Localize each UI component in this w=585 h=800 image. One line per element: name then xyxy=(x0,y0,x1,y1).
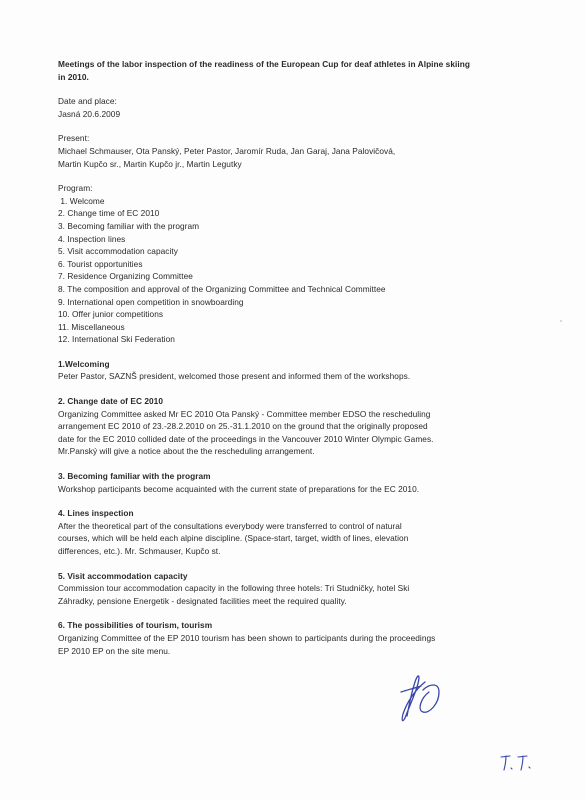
program-item: 11. Miscellaneous xyxy=(58,321,125,332)
program-item: 12. International Ski Federation xyxy=(58,334,175,345)
section-line: differences, etc.). Mr. Schmauser, Kupčo st. xyxy=(58,546,221,556)
section-line: Workshop participants become acquainted with the current state of preparations for the EC 2010. xyxy=(58,483,420,494)
section-line: Mr.Panský will give a notice about the the rescheduling arrangement. xyxy=(58,446,315,457)
section-heading: 5. Visit accommodation capacity xyxy=(58,570,188,581)
program-item: 1. Welcome xyxy=(58,195,105,206)
section-lines-inspection xyxy=(58,507,528,557)
program-item: 4. Inspection lines xyxy=(58,233,126,244)
section-line: After the theoretical part of the consultations everybody were transferred to control of natural xyxy=(58,520,402,531)
program-item: 2. Change time of EC 2010 xyxy=(58,208,160,219)
section-heading: 4. Lines inspection xyxy=(58,508,134,519)
present-line: Martin Kupčo sr., Martin Kupčo jr., Martin Legutky xyxy=(58,158,242,169)
scan-speck xyxy=(560,320,562,322)
section-heading: 2. Change date of EC 2010 xyxy=(58,396,163,407)
program-item: 7. Residence Organizing Committee xyxy=(58,271,193,282)
section-line: Organizing Committee asked Mr EC 2010 Ota Panský - Committee member EDSO the rescheduling xyxy=(58,408,431,419)
section-line: Záhradky, pensione Energetik - designated facilities meet the required quality. xyxy=(58,595,347,606)
program-label: Program: xyxy=(58,183,93,194)
program-block xyxy=(58,182,528,346)
present-line: Michael Schmauser, Ota Panský, Peter Pastor, Jaromír Ruda, Jan Garaj, Jana Palovičová, xyxy=(58,145,396,156)
document-title: Meetings of the labor inspection of the readiness of the European Cup for deaf athletes in Alpine skiing in 2010. xyxy=(58,59,470,82)
section-line: arrangement EC 2010 of 23.-28.2.2010 on 25.-31.1.2010 on the ground that the originally proposed xyxy=(58,421,428,432)
section-line: Commission tour accommodation capacity in the following three hotels: Tri Studničky, hotel Ski xyxy=(58,583,410,594)
date-place-block xyxy=(58,95,528,120)
program-item: 8. The composition and approval of the Organizing Committee and Technical Committee xyxy=(58,283,386,294)
section-line: Peter Pastor, SAZNŠ president, welcomed those present and informed them of the workshops. xyxy=(58,371,411,382)
date-place-label: Date and place: xyxy=(58,96,117,107)
program-item: 6. Tourist opportunities xyxy=(58,258,143,269)
section-heading: 1.Welcoming xyxy=(58,358,110,369)
present-block xyxy=(58,132,528,170)
section-tourism xyxy=(58,619,528,657)
document-content xyxy=(58,58,528,669)
program-list xyxy=(58,195,528,346)
section-change-date xyxy=(58,395,528,458)
section-line: EP 2010 EP on the site menu. xyxy=(58,645,171,656)
handwritten-initials xyxy=(498,751,538,773)
section-line: Organizing Committee of the EP 2010 tourism has been shown to participants during the proceedings xyxy=(58,632,436,643)
program-item: 5. Visit accommodation capacity xyxy=(58,246,178,257)
section-line: date for the EC 2010 collided date of the proceedings in the Vancouver 2010 Winter Olympic Games. xyxy=(58,433,434,444)
program-item: 9. International open competition in snowboarding xyxy=(58,296,244,307)
present-label: Present: xyxy=(58,133,90,144)
section-becoming-familiar xyxy=(58,470,528,495)
handwritten-signature xyxy=(395,668,445,724)
program-item: 3. Becoming familiar with the program xyxy=(58,220,200,231)
program-item: 10. Offer junior competitions xyxy=(58,309,164,320)
date-place-value: Jasná 20.6.2009 xyxy=(58,108,121,119)
section-line: courses, which will be held each alpine discipline. (Space-start, target, width of lines, elevation xyxy=(58,533,409,544)
section-accommodation xyxy=(58,570,528,608)
section-welcoming xyxy=(58,358,528,383)
section-heading: 3. Becoming familiar with the program xyxy=(58,471,211,482)
section-heading: 6. The possibilities of tourism, tourism xyxy=(58,620,213,631)
